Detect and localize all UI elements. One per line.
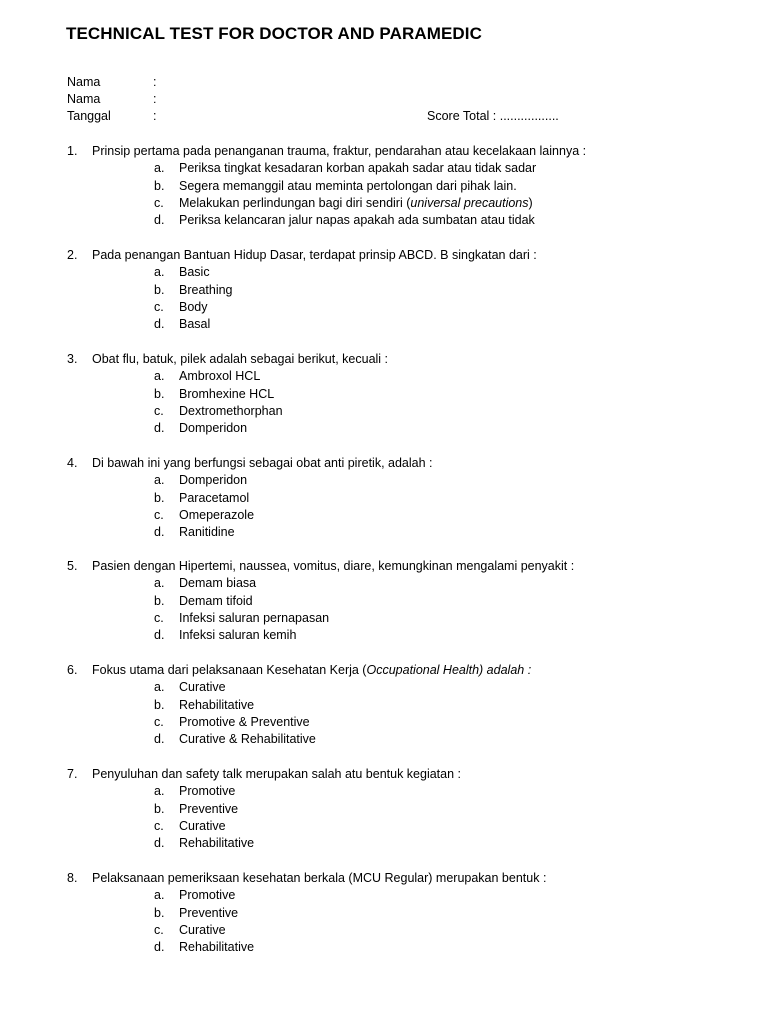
question-number: 1. — [67, 144, 78, 158]
option-a — [67, 679, 747, 696]
option-b — [67, 593, 747, 610]
option-letter: d. — [154, 317, 165, 332]
option-text-part: ) — [528, 195, 533, 210]
option-text: Segera memanggil atau meminta pertolongan dari pihak lain. — [179, 178, 517, 193]
option-text: Domperidon — [179, 473, 248, 488]
option-text: Preventive — [179, 801, 239, 816]
option-letter: a. — [154, 369, 165, 384]
option-c — [67, 922, 747, 939]
option-letter: a. — [154, 576, 165, 591]
option-text: Curative — [179, 922, 226, 937]
field-label: Tanggal — [67, 109, 111, 123]
option-text: Domperidon — [179, 421, 248, 436]
option-letter: a. — [154, 888, 165, 903]
option-d — [67, 731, 747, 748]
option-text: Body — [179, 299, 208, 314]
option-c — [67, 818, 747, 835]
option-d — [67, 835, 747, 852]
field-colon: : — [153, 92, 157, 106]
question-5 — [67, 558, 747, 644]
option-letter: b. — [154, 905, 165, 920]
option-a — [67, 160, 747, 177]
option-text: Periksa kelancaran jalur napas apakah ada sumbatan atau tidak — [179, 213, 535, 228]
option-letter: c. — [154, 403, 164, 418]
option-a — [67, 368, 747, 385]
question-number: 7. — [67, 767, 78, 781]
option-text: Ambroxol HCL — [179, 369, 261, 384]
option-b — [67, 801, 747, 818]
option-letter: d. — [154, 213, 165, 228]
option-text: Rehabilitative — [179, 697, 255, 712]
option-c — [67, 299, 747, 316]
option-letter: a. — [154, 784, 165, 799]
option-b — [67, 490, 747, 507]
option-text — [179, 195, 533, 212]
option-letter: b. — [154, 490, 165, 505]
question-1 — [67, 143, 747, 229]
option-c — [67, 507, 747, 524]
question-6 — [67, 662, 747, 748]
question-2 — [67, 247, 747, 333]
option-letter: c. — [154, 195, 164, 210]
option-letter: b. — [154, 593, 165, 608]
option-letter: d. — [154, 732, 165, 747]
option-letter: b. — [154, 178, 165, 193]
question-text: Obat flu, batuk, pilek adalah sebagai berikut, kecuali : — [92, 352, 389, 366]
option-a — [67, 783, 747, 800]
option-b — [67, 178, 747, 195]
field-label: Nama — [67, 92, 101, 106]
question-number: 4. — [67, 456, 78, 470]
option-text: Infeksi saluran pernapasan — [179, 610, 330, 625]
option-text: Rehabilitative — [179, 940, 255, 955]
option-text: Demam biasa — [179, 576, 257, 591]
question-number: 2. — [67, 248, 78, 262]
score-total: Score Total : ................. — [427, 109, 559, 123]
option-letter: c. — [154, 922, 164, 937]
option-letter: d. — [154, 836, 165, 851]
option-text: Infeksi saluran kemih — [179, 628, 297, 643]
question-7 — [67, 766, 747, 852]
question-text: Di bawah ini yang berfungsi sebagai obat anti piretik, adalah : — [92, 456, 433, 470]
option-d — [67, 939, 747, 956]
question-3 — [67, 351, 747, 437]
option-text: Paracetamol — [179, 490, 250, 505]
option-b — [67, 697, 747, 714]
option-letter: b. — [154, 386, 165, 401]
option-letter: c. — [154, 818, 164, 833]
option-b — [67, 386, 747, 403]
option-text: Periksa tingkat kesadaran korban apakah sadar atau tidak sadar — [179, 161, 537, 176]
option-text: Rehabilitative — [179, 836, 255, 851]
question-number: 8. — [67, 871, 78, 885]
question-text: Prinsip pertama pada penanganan trauma, fraktur, pendarahan atau kecelakaan lainnya : — [92, 144, 587, 158]
option-letter: d. — [154, 525, 165, 540]
option-text: Promotive & Preventive — [179, 714, 310, 729]
option-text: Dextromethorphan — [179, 403, 283, 418]
field-colon: : — [153, 109, 157, 123]
field-label: Nama — [67, 75, 101, 89]
question-4 — [67, 455, 747, 541]
option-a — [67, 887, 747, 904]
option-c — [67, 714, 747, 731]
option-text: Curative & Rehabilitative — [179, 732, 316, 747]
option-d — [67, 627, 747, 644]
question-text: Pada penangan Bantuan Hidup Dasar, terdapat prinsip ABCD. B singkatan dari : — [92, 248, 537, 262]
question-number: 6. — [67, 663, 78, 677]
option-text: Bromhexine HCL — [179, 386, 275, 401]
option-letter: d. — [154, 628, 165, 643]
option-text: Promotive — [179, 784, 236, 799]
option-d — [67, 420, 747, 437]
question-8 — [67, 870, 747, 956]
option-text: Promotive — [179, 888, 236, 903]
option-letter: c. — [154, 610, 164, 625]
question-text: Pasien dengan Hipertemi, naussea, vomitus, diare, kemungkinan mengalami penyakit : — [92, 559, 575, 573]
question-text — [92, 662, 531, 679]
option-text: Preventive — [179, 905, 239, 920]
option-text-part: Melakukan perlindungan bagi diri sendiri ( — [179, 195, 411, 210]
option-letter: b. — [154, 282, 165, 297]
question-text-part: Fokus utama dari pelaksanaan Kesehatan Kerja ( — [92, 663, 367, 677]
question-text-italic: Occupational Health) adalah : — [366, 663, 532, 677]
question-text: Penyuluhan dan safety talk merupakan salah atu bentuk kegiatan : — [92, 767, 462, 781]
option-c — [67, 403, 747, 420]
option-letter: a. — [154, 161, 165, 176]
option-text: Basic — [179, 265, 210, 280]
option-d — [67, 212, 747, 229]
option-b — [67, 282, 747, 299]
option-letter: c. — [154, 507, 164, 522]
option-text: Basal — [179, 317, 211, 332]
option-letter: d. — [154, 421, 165, 436]
option-text: Curative — [179, 680, 226, 695]
option-d — [67, 524, 747, 541]
question-number: 5. — [67, 559, 78, 573]
option-d — [67, 316, 747, 333]
option-letter: a. — [154, 680, 165, 695]
question-number: 3. — [67, 352, 78, 366]
option-letter: d. — [154, 940, 165, 955]
option-letter: c. — [154, 714, 164, 729]
option-text: Ranitidine — [179, 525, 235, 540]
option-letter: a. — [154, 265, 165, 280]
field-colon: : — [153, 75, 157, 89]
page-title: TECHNICAL TEST FOR DOCTOR AND PARAMEDIC — [66, 24, 482, 43]
question-text: Pelaksanaan pemeriksaan kesehatan berkala (MCU Regular) merupakan bentuk : — [92, 871, 547, 885]
option-b — [67, 905, 747, 922]
option-text: Omeperazole — [179, 507, 255, 522]
option-text-italic: universal precautions — [410, 195, 529, 210]
option-letter: b. — [154, 801, 165, 816]
option-a — [67, 472, 747, 489]
option-a — [67, 264, 747, 281]
option-c — [67, 610, 747, 627]
option-c — [67, 195, 747, 212]
option-text: Demam tifoid — [179, 593, 253, 608]
option-letter: c. — [154, 299, 164, 314]
option-text: Breathing — [179, 282, 233, 297]
option-a — [67, 575, 747, 592]
option-letter: a. — [154, 473, 165, 488]
option-text: Curative — [179, 818, 226, 833]
option-letter: b. — [154, 697, 165, 712]
